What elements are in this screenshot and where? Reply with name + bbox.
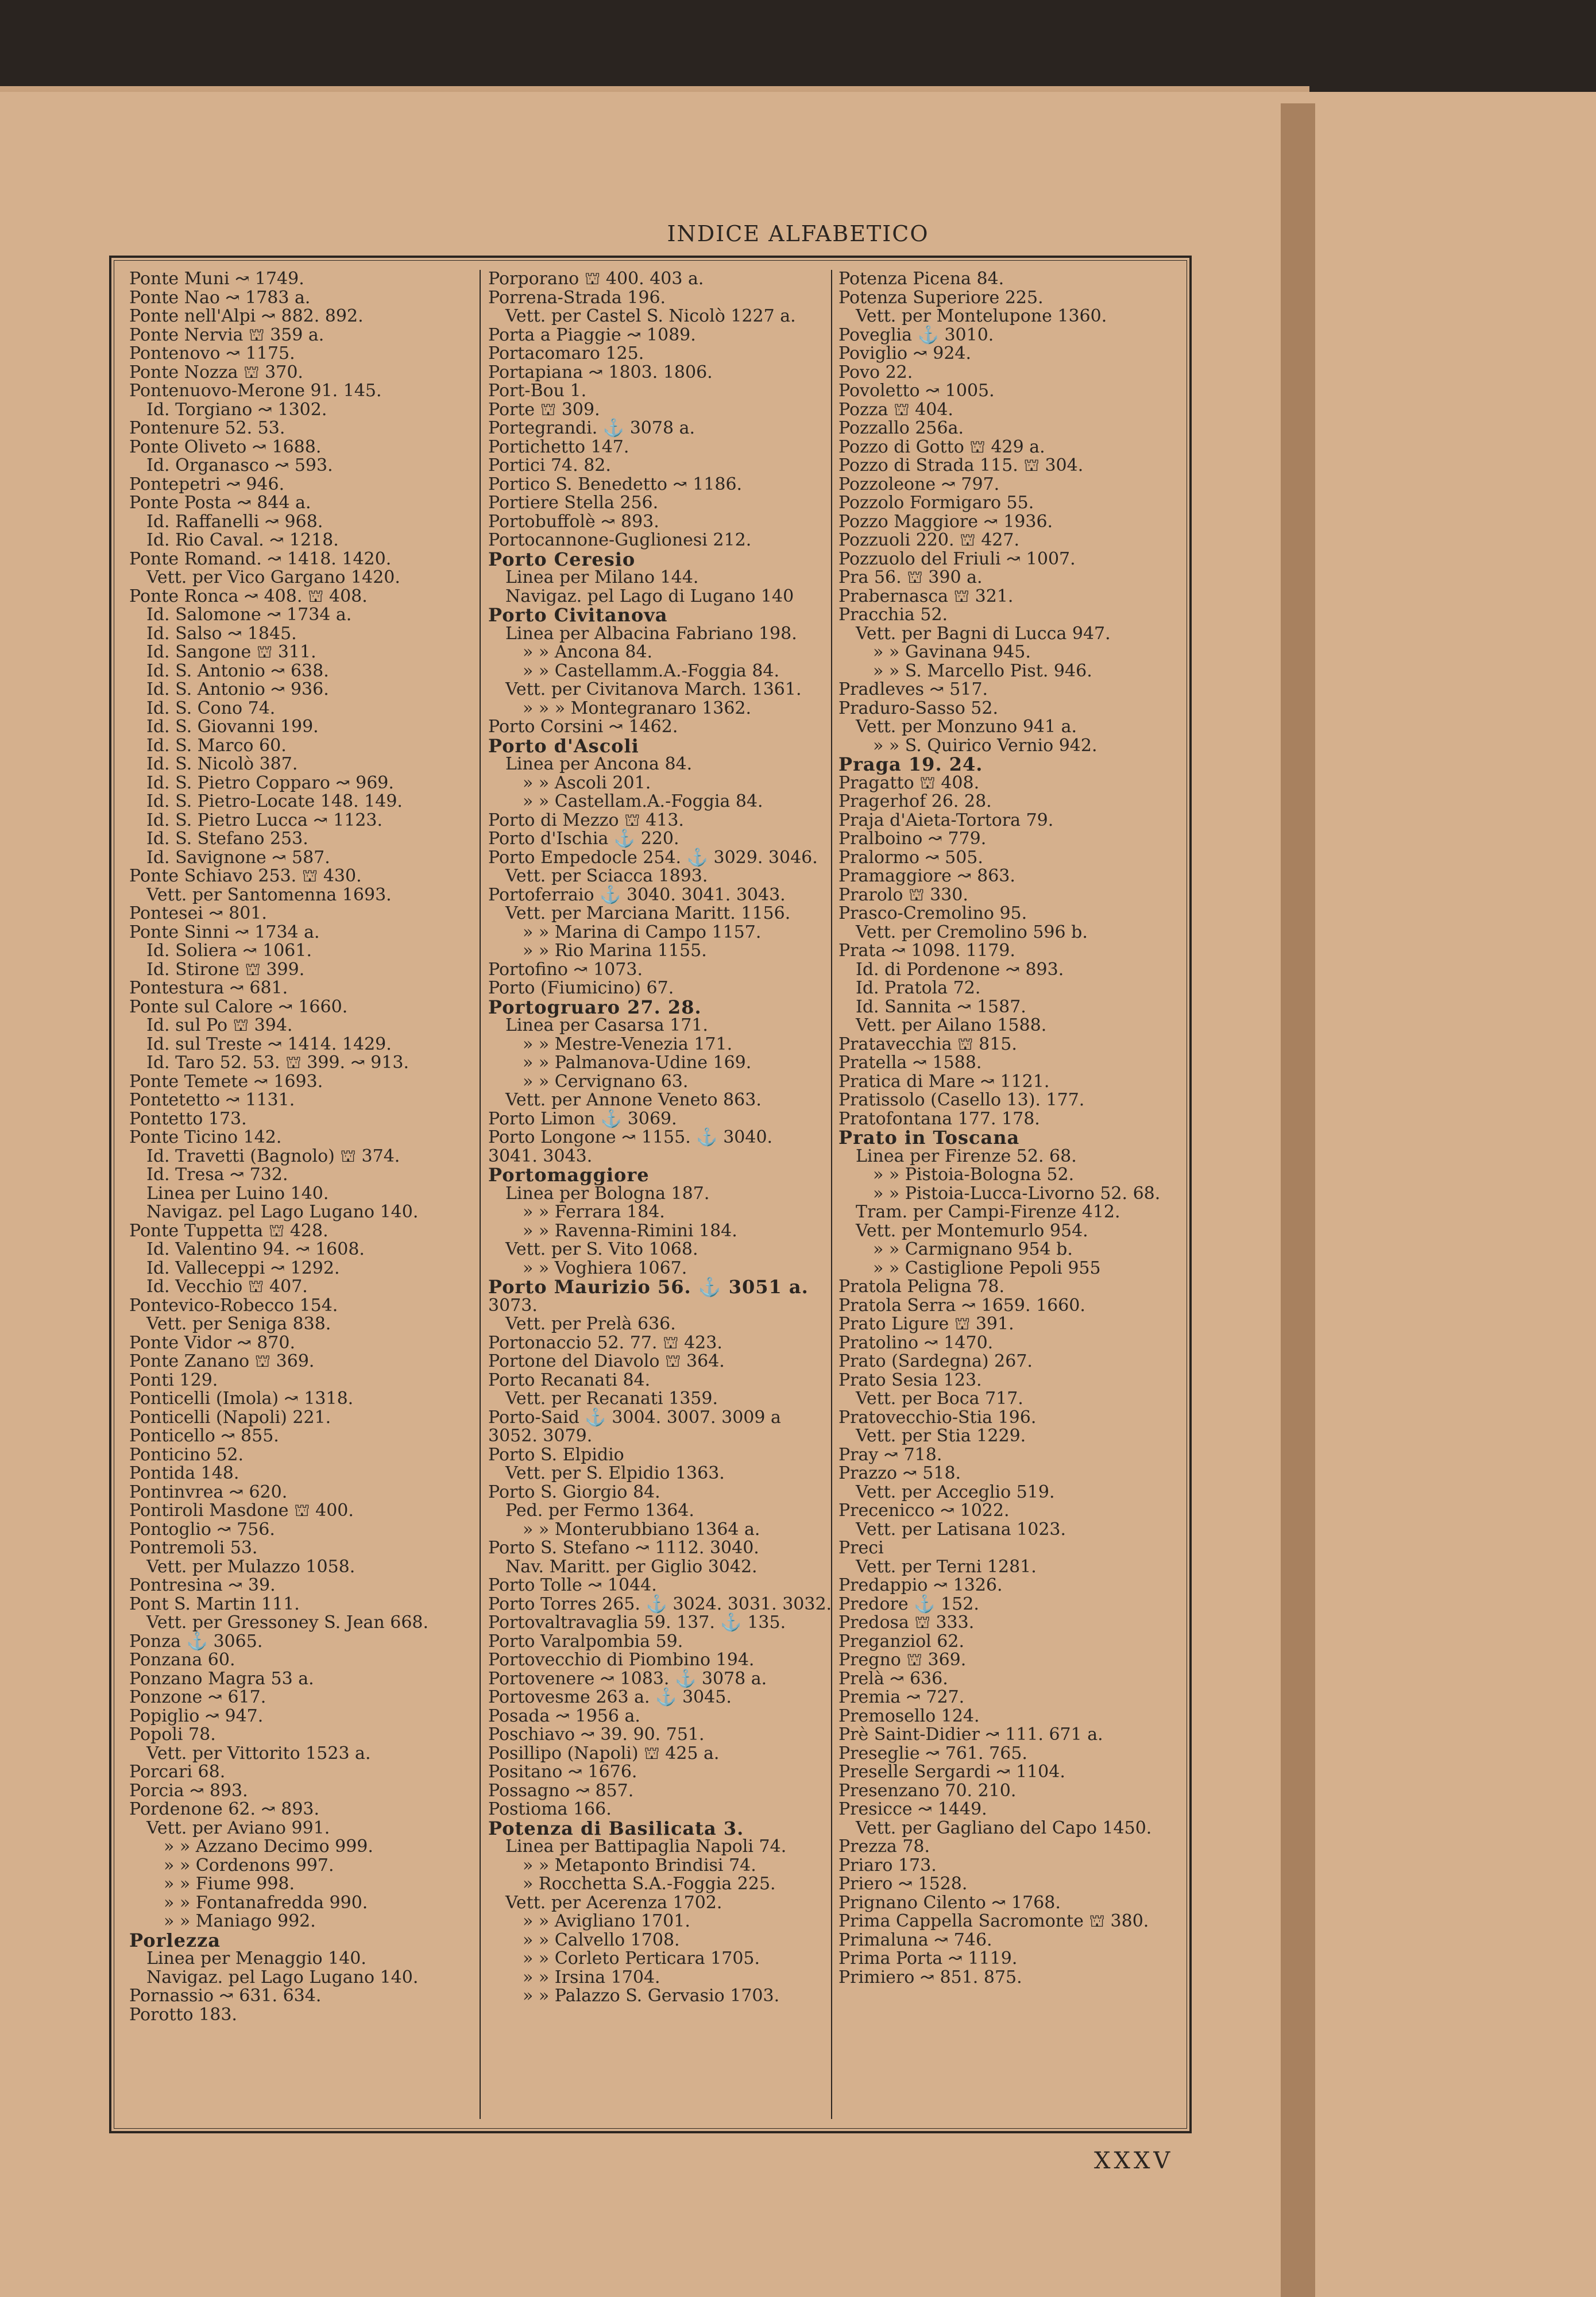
index-entry: Linea per Ancona 84. xyxy=(505,754,693,774)
index-entry: Pontesei ↝ 801. xyxy=(129,903,267,923)
index-entry: Id. sul Po ⛫ 394. xyxy=(146,1015,293,1035)
index-entry: Portone del Diavolo ⛫ 364. xyxy=(488,1351,725,1371)
index-entry: Pontetto 173. xyxy=(129,1108,247,1129)
index-entry: Linea per Milano 144. xyxy=(505,567,699,587)
index-entry: Id. Pratola 72. xyxy=(856,978,981,998)
index-entry: Praduro-Sasso 52. xyxy=(838,698,999,718)
index-entry: Pozza ⛫ 404. xyxy=(838,399,953,420)
index-entry: Ponzana 60. xyxy=(129,1650,235,1670)
index-entry: Predore ⚓ 152. xyxy=(838,1594,979,1614)
page-header: INDICE ALFABETICO xyxy=(667,221,929,246)
index-entry: Porto Varalpombia 59. xyxy=(488,1631,683,1652)
column-rule xyxy=(480,270,481,2119)
index-entry: Id. S. Antonio ↝ 638. xyxy=(146,660,329,681)
index-entry: Vett. per Gressoney S. Jean 668. xyxy=(146,1612,429,1633)
index-entry: Id. Travetti (Bagnolo) ⛫ 374. xyxy=(146,1146,400,1166)
index-entry: Id. S. Cono 74. xyxy=(146,698,276,718)
index-entry: Posillipo (Napoli) ⛫ 425 a. xyxy=(488,1743,720,1764)
index-entry: Id. Vecchio ⛫ 407. xyxy=(146,1277,308,1297)
index-entry: Pozzo di Gotto ⛫ 429 a. xyxy=(838,436,1045,457)
index-entry: Ponte Ronca ↝ 408. ⛫ 408. xyxy=(129,586,368,606)
index-entry: Id. S. Pietro Lucca ↝ 1123. xyxy=(146,810,383,830)
index-entry: » » Castiglione Pepoli 955 xyxy=(873,1258,1101,1278)
index-entry: Pralormo ↝ 505. xyxy=(838,847,983,868)
index-entry: Predosa ⛫ 333. xyxy=(838,1612,975,1633)
index-entry: Preganziol 62. xyxy=(838,1631,964,1652)
index-entry: Pozzuoli 220. ⛫ 427. xyxy=(838,530,1019,550)
index-entry: Linea per Firenze 52. 68. xyxy=(856,1146,1077,1166)
index-entry: Id. sul Treste ↝ 1414. 1429. xyxy=(146,1034,392,1054)
index-entry: Portoferraio ⚓ 3040. 3041. 3043. xyxy=(488,884,786,905)
index-entry: Premosello 124. xyxy=(838,1706,980,1726)
index-entry: Portico S. Benedetto ↝ 1186. xyxy=(488,474,743,494)
index-entry: Ponticelli (Imola) ↝ 1318. xyxy=(129,1389,354,1409)
index-entry: Porrena-Strada 196. xyxy=(488,287,666,308)
index-entry: Prarolo ⛫ 330. xyxy=(838,884,968,905)
index-entry: » » Rio Marina 1155. xyxy=(523,941,707,961)
index-entry: Pratissolo (Casello 13). 177. xyxy=(838,1090,1085,1110)
index-entry: Posada ↝ 1956 a. xyxy=(488,1706,640,1726)
index-entry: Id. S. Marco 60. xyxy=(146,735,287,756)
index-entry: Porto Empedocle 254. ⚓ 3029. 3046. xyxy=(488,847,818,868)
index-entry: Porto Torres 265. ⚓ 3024. 3031. 3032. xyxy=(488,1594,832,1614)
index-entry: Id. Rio Caval. ↝ 1218. xyxy=(146,530,339,550)
index-entry: 3073. xyxy=(488,1295,538,1316)
index-entry: Id. Taro 52. 53. ⛫ 399. ↝ 913. xyxy=(146,1053,409,1073)
index-entry: Priaro 173. xyxy=(838,1855,937,1876)
index-entry: Vett. per Montelupone 1360. xyxy=(856,306,1107,326)
index-entry: Povo 22. xyxy=(838,362,913,382)
index-entry: Pont S. Martin 111. xyxy=(129,1594,300,1614)
index-entry: Ponticello ↝ 855. xyxy=(129,1426,279,1446)
index-entry: Navigaz. pel Lago Lugano 140. xyxy=(146,1202,419,1222)
index-entry: Vett. per Marciana Maritt. 1156. xyxy=(505,903,791,923)
index-entry: Id. S. Nicolò 387. xyxy=(146,754,298,774)
index-entry: Pontinvrea ↝ 620. xyxy=(129,1482,288,1502)
index-entry: Povoletto ↝ 1005. xyxy=(838,381,995,401)
index-entry: » » S. Marcello Pist. 946. xyxy=(873,660,1092,681)
index-entry: Portegrandi. ⚓ 3078 a. xyxy=(488,418,695,438)
index-entry: Vett. per S. Elpidio 1363. xyxy=(505,1463,725,1483)
index-entry: Portapiana ↝ 1803. 1806. xyxy=(488,362,713,382)
index-entry: Porto S. Giorgio 84. xyxy=(488,1482,660,1502)
index-entry: » » Pistoia-Bologna 52. xyxy=(873,1165,1075,1185)
index-entry: Premia ↝ 727. xyxy=(838,1687,965,1707)
index-entry: » » » Montegranaro 1362. xyxy=(523,698,752,718)
index-entry: Vett. per Latisana 1023. xyxy=(856,1519,1066,1540)
index-entry: Vett. per Castel S. Nicolò 1227 a. xyxy=(505,306,796,326)
index-entry: Porto Maurizio 56. ⚓ 3051 a. xyxy=(488,1276,809,1298)
index-entry: Ponte Temete ↝ 1693. xyxy=(129,1071,323,1092)
index-entry: Id. Organasco ↝ 593. xyxy=(146,455,333,475)
index-entry: Potenza Picena 84. xyxy=(838,269,1004,289)
index-entry: Ponza ⚓ 3065. xyxy=(129,1631,263,1652)
index-entry: Id. Raffanelli ↝ 968. xyxy=(146,511,323,532)
index-entry: Porto d'Ascoli xyxy=(488,734,639,757)
index-entry: Positano ↝ 1676. xyxy=(488,1762,637,1782)
index-entry: 3052. 3079. xyxy=(488,1426,593,1446)
index-entry: » » Ancona 84. xyxy=(523,642,653,662)
index-entry: Ponte Posta ↝ 844 a. xyxy=(129,493,311,513)
index-entry: Presenzano 70. 210. xyxy=(838,1780,1017,1801)
index-entry: Preci xyxy=(838,1538,884,1558)
index-entry: Pralboino ↝ 779. xyxy=(838,829,987,849)
index-entry: Popoli 78. xyxy=(129,1724,216,1745)
index-entry: Pratolino ↝ 1470. xyxy=(838,1332,994,1353)
index-entry: Linea per Casarsa 171. xyxy=(505,1015,708,1035)
index-entry: » » Marina di Campo 1157. xyxy=(523,922,762,942)
index-entry: Primiero ↝ 851. 875. xyxy=(838,1967,1022,1987)
index-entry: Porotto 183. xyxy=(129,2004,237,2025)
index-entry: Pozzo di Strada 115. ⛫ 304. xyxy=(838,455,1084,475)
index-entry: Porto S. Stefano ↝ 1112. 3040. xyxy=(488,1538,759,1558)
index-entry: Ponte Vidor ↝ 870. xyxy=(129,1332,296,1353)
index-entry: » » Azzano Decimo 999. xyxy=(164,1836,373,1857)
index-entry: Portonaccio 52. 77. ⛫ 423. xyxy=(488,1332,722,1353)
index-entry: Portovesme 263 a. ⚓ 3045. xyxy=(488,1687,732,1707)
index-entry: Pregno ⛫ 369. xyxy=(838,1650,967,1670)
index-entry: Porto Tolle ↝ 1044. xyxy=(488,1575,657,1595)
index-entry: Navigaz. pel Lago Lugano 140. xyxy=(146,1967,419,1987)
index-entry: Vett. per Acerenza 1702. xyxy=(505,1892,722,1913)
index-entry: Prè Saint-Didier ↝ 111. 671 a. xyxy=(838,1724,1103,1745)
index-entry: Portofino ↝ 1073. xyxy=(488,959,643,980)
index-entry: Ped. per Fermo 1364. xyxy=(505,1501,694,1521)
index-entry: 3041. 3043. xyxy=(488,1146,593,1166)
index-entry: » Rocchetta S.A.-Foggia 225. xyxy=(523,1874,776,1894)
index-entry: Presicce ↝ 1449. xyxy=(838,1799,987,1819)
index-entry: Primaluna ↝ 746. xyxy=(838,1929,992,1950)
index-entry: Ponte Romand. ↝ 1418. 1420. xyxy=(129,548,392,569)
index-entry: Popiglio ↝ 947. xyxy=(129,1706,264,1726)
index-entry: Ponte Muni ↝ 1749. xyxy=(129,269,304,289)
index-entry: Portovenere ↝ 1083. ⚓ 3078 a. xyxy=(488,1668,767,1689)
index-entry: Pratica di Mare ↝ 1121. xyxy=(838,1071,1050,1092)
index-entry: Porto Recanati 84. xyxy=(488,1370,651,1390)
index-entry: Pratavecchia ⛫ 815. xyxy=(838,1034,1017,1054)
index-entry: Id. Salso ↝ 1845. xyxy=(146,623,297,644)
index-entry: » » Calvello 1708. xyxy=(523,1929,680,1950)
index-entry: Vett. per Vittorito 1523 a. xyxy=(146,1743,371,1764)
index-entry: Prima Cappella Sacromonte ⛫ 380. xyxy=(838,1911,1149,1931)
index-entry: Vett. per Boca 717. xyxy=(856,1389,1023,1409)
index-entry: Vett. per Civitanova March. 1361. xyxy=(505,679,802,699)
index-entry: » » Corleto Perticara 1705. xyxy=(523,1948,760,1969)
index-entry: » » Maniago 992. xyxy=(164,1911,316,1931)
index-entry: Pontevico-Robecco 154. xyxy=(129,1295,338,1316)
index-entry: Nav. Maritt. per Giglio 3042. xyxy=(505,1556,758,1577)
index-entry: Pozzallo 256a. xyxy=(838,418,964,438)
index-entry: Potenza di Basilicata 3. xyxy=(488,1817,744,1839)
index-entry: Portogruaro 27. 28. xyxy=(488,996,702,1018)
index-entry: Potenza Superiore 225. xyxy=(838,287,1044,308)
index-entry: Ponticino 52. xyxy=(129,1444,244,1465)
index-entry: Pontenovo ↝ 1175. xyxy=(129,343,295,364)
index-entry: Ponte Sinni ↝ 1734 a. xyxy=(129,922,320,942)
index-entry: Ponte Schiavo 253. ⛫ 430. xyxy=(129,866,362,886)
index-entry: Tram. per Campi-Firenze 412. xyxy=(856,1202,1120,1222)
index-entry: Portocannone-Guglionesi 212. xyxy=(488,530,752,550)
index-entry: Ponte sul Calore ↝ 1660. xyxy=(129,996,348,1017)
index-entry: Porcia ↝ 893. xyxy=(129,1780,248,1801)
index-entry: Port-Bou 1. xyxy=(488,381,587,401)
index-entry: Praga 19. 24. xyxy=(838,753,983,775)
index-entry: Pontepetri ↝ 946. xyxy=(129,474,285,494)
index-entry: Pontoglio ↝ 756. xyxy=(129,1519,275,1540)
index-entry: Navigaz. pel Lago di Lugano 140 xyxy=(505,586,794,606)
index-entry: Vett. per Terni 1281. xyxy=(856,1556,1037,1577)
index-entry: Ponticelli (Napoli) 221. xyxy=(129,1407,331,1428)
index-entry: Pontenure 52. 53. xyxy=(129,418,285,438)
index-entry: Pratella ↝ 1588. xyxy=(838,1053,982,1073)
index-entry: Portacomaro 125. xyxy=(488,343,644,364)
index-entry: Porto Longone ↝ 1155. ⚓ 3040. xyxy=(488,1127,773,1147)
index-entry: Ponte nell'Alpi ↝ 882. 892. xyxy=(129,306,364,326)
index-column-1 xyxy=(129,270,474,2024)
index-entry: » » Carmignano 954 b. xyxy=(873,1239,1073,1259)
index-entry: Praja d'Aieta-Tortora 79. xyxy=(838,810,1054,830)
index-entry: Priero ↝ 1528. xyxy=(838,1874,968,1894)
index-entry: Ponte Oliveto ↝ 1688. xyxy=(129,436,322,457)
index-entry: Preseglie ↝ 761. 765. xyxy=(838,1743,1027,1764)
index-entry: Porto Civitanova xyxy=(488,604,668,626)
index-entry: Pra 56. ⛫ 390 a. xyxy=(838,567,983,587)
index-entry: » » Fontanafredda 990. xyxy=(164,1892,368,1913)
index-entry: Pontestura ↝ 681. xyxy=(129,978,288,998)
index-entry: Pratofontana 177. 178. xyxy=(838,1108,1040,1129)
index-entry: Id. S. Pietro-Locate 148. 149. xyxy=(146,791,403,811)
index-entry: Pradleves ↝ 517. xyxy=(838,679,988,699)
index-entry: Linea per Menaggio 140. xyxy=(146,1948,366,1969)
index-entry: Vett. per Recanati 1359. xyxy=(505,1389,718,1409)
index-entry: Porto di Mezzo ⛫ 413. xyxy=(488,810,684,830)
index-entry: Pontida 148. xyxy=(129,1463,239,1483)
index-entry: » » Gavinana 945. xyxy=(873,642,1031,662)
index-entry: Porto Corsini ↝ 1462. xyxy=(488,717,678,737)
index-entry: Pozzuolo del Friuli ↝ 1007. xyxy=(838,548,1076,569)
index-entry: Ponzano Magra 53 a. xyxy=(129,1668,314,1689)
index-entry: Porcari 68. xyxy=(129,1762,226,1782)
index-entry: Prezza 78. xyxy=(838,1836,930,1857)
index-entry: » » Fiume 998. xyxy=(164,1874,295,1894)
index-entry: Id. Valentino 94. ↝ 1608. xyxy=(146,1239,365,1259)
index-entry: Vett. per Vico Gargano 1420. xyxy=(146,567,400,587)
index-entry: Ponte Zanano ⛫ 369. xyxy=(129,1351,315,1371)
index-entry: Prata ↝ 1098. 1179. xyxy=(838,941,1015,961)
index-entry: » » Ascoli 201. xyxy=(523,772,651,793)
index-entry: » » Metaponto Brindisi 74. xyxy=(523,1855,756,1876)
index-entry: Vett. per Santomenna 1693. xyxy=(146,884,392,905)
index-entry: Id. Sangone ⛫ 311. xyxy=(146,642,316,662)
index-entry: Porto d'Ischia ⚓ 220. xyxy=(488,829,679,849)
index-entry: Porto-Said ⚓ 3004. 3007. 3009 a xyxy=(488,1407,781,1428)
index-entry: Vett. per Mulazzo 1058. xyxy=(146,1556,355,1577)
index-entry: Ponzone ↝ 617. xyxy=(129,1687,266,1707)
index-entry: Porto Ceresio xyxy=(488,548,636,570)
book-side-edge xyxy=(1281,103,1315,2297)
index-entry: Id. Torgiano ↝ 1302. xyxy=(146,399,327,420)
index-entry: Id. S. Antonio ↝ 936. xyxy=(146,679,329,699)
index-entry: Predappio ↝ 1326. xyxy=(838,1575,1003,1595)
index-entry: Porlezza xyxy=(129,1929,221,1951)
index-entry: Porto S. Elpidio xyxy=(488,1444,624,1465)
index-entry: Linea per Bologna 187. xyxy=(505,1183,710,1204)
index-entry: Vett. per Acceglio 519. xyxy=(856,1482,1055,1502)
index-entry: Vett. per Sciacca 1893. xyxy=(505,866,708,886)
index-entry: Pracchia 52. xyxy=(838,605,948,625)
index-entry: Id. S. Stefano 253. xyxy=(146,829,308,849)
index-entry: Pozzo Maggiore ↝ 1936. xyxy=(838,511,1053,532)
index-entry: » » Avigliano 1701. xyxy=(523,1911,690,1931)
index-entry: Prasco-Cremolino 95. xyxy=(838,903,1027,923)
index-entry: Linea per Battipaglia Napoli 74. xyxy=(505,1836,787,1857)
index-entry: Id. Sannita ↝ 1587. xyxy=(856,996,1026,1017)
index-entry: Id. di Pordenone ↝ 893. xyxy=(856,959,1064,980)
index-entry: Id. Savignone ↝ 587. xyxy=(146,847,330,868)
index-entry: Id. Soliera ↝ 1061. xyxy=(146,941,312,961)
page-number: XXXV xyxy=(1094,2148,1174,2174)
index-entry: Prignano Cilento ↝ 1768. xyxy=(838,1892,1061,1913)
index-entry: Pozzoleone ↝ 797. xyxy=(838,474,1000,494)
index-entry: Vett. per Seniga 838. xyxy=(146,1314,331,1334)
index-entry: Pratola Serra ↝ 1659. 1660. xyxy=(838,1295,1085,1316)
index-entry: Pray ↝ 718. xyxy=(838,1444,942,1465)
index-entry: Poveglia ⚓ 3010. xyxy=(838,324,994,345)
index-entry: Possagno ↝ 857. xyxy=(488,1780,634,1801)
index-entry: Prima Porta ↝ 1119. xyxy=(838,1948,1018,1969)
index-entry: » » S. Quirico Vernio 942. xyxy=(873,735,1098,756)
index-entry: Vett. per Annone Veneto 863. xyxy=(505,1090,762,1110)
index-entry: Portobuffolè ↝ 893. xyxy=(488,511,659,532)
index-entry: Vett. per Prelà 636. xyxy=(505,1314,676,1334)
index-entry: » » Cervignano 63. xyxy=(523,1071,689,1092)
index-entry: Portici 74. 82. xyxy=(488,455,611,475)
index-entry: Linea per Luino 140. xyxy=(146,1183,329,1204)
index-entry: Portovaltravaglia 59. 137. ⚓ 135. xyxy=(488,1612,786,1633)
index-entry: Poschiavo ↝ 39. 90. 751. xyxy=(488,1724,705,1745)
index-entry: Id. S. Giovanni 199. xyxy=(146,717,319,737)
index-entry: Vett. per Cremolino 596 b. xyxy=(856,922,1088,942)
index-entry: Portovecchio di Piombino 194. xyxy=(488,1650,755,1670)
index-entry: Ponte Ticino 142. xyxy=(129,1127,282,1147)
index-entry: Preselle Sergardi ↝ 1104. xyxy=(838,1762,1065,1782)
index-entry: Pontiroli Masdone ⛫ 400. xyxy=(129,1501,354,1521)
index-entry: Id. Stirone ⛫ 399. xyxy=(146,959,305,980)
index-entry: Vett. per Montemurlo 954. xyxy=(856,1220,1088,1241)
index-entry: Pratola Peligna 78. xyxy=(838,1277,1004,1297)
index-entry: Portomaggiore xyxy=(488,1164,650,1186)
index-entry: Pontresina ↝ 39. xyxy=(129,1575,276,1595)
index-entry: Linea per Albacina Fabriano 198. xyxy=(505,623,797,644)
index-entry: Vett. per Monzuno 941 a. xyxy=(856,717,1077,737)
index-entry: » » Palazzo S. Gervasio 1703. xyxy=(523,1986,780,2006)
index-entry: Id. Valleceppi ↝ 1292. xyxy=(146,1258,340,1278)
index-entry: Prato in Toscana xyxy=(838,1127,1020,1148)
index-entry: » » Voghiera 1067. xyxy=(523,1258,687,1278)
index-entry: Poviglio ↝ 924. xyxy=(838,343,972,364)
index-column-3 xyxy=(838,270,1183,1987)
index-column-2 xyxy=(488,270,833,2006)
index-entry: » » Castellamm.A.-Foggia 84. xyxy=(523,660,780,681)
index-entry: Portichetto 147. xyxy=(488,436,629,457)
index-entry: Prabernasca ⛫ 321. xyxy=(838,586,1014,606)
index-entry: » » Palmanova-Udine 169. xyxy=(523,1053,752,1073)
index-entry: Vett. per Bagni di Lucca 947. xyxy=(856,623,1111,644)
index-entry: Pontenuovo-Merone 91. 145. xyxy=(129,381,382,401)
index-entry: Precenicco ↝ 1022. xyxy=(838,1501,1010,1521)
index-entry: Porte ⛫ 309. xyxy=(488,399,600,420)
index-entry: Ponte Nao ↝ 1783 a. xyxy=(129,287,311,308)
index-entry: Prato Ligure ⛫ 391. xyxy=(838,1314,1014,1334)
index-entry: Pragerhof 26. 28. xyxy=(838,791,992,811)
index-entry: Id. Salomone ↝ 1734 a. xyxy=(146,605,352,625)
index-entry: Pordenone 62. ↝ 893. xyxy=(129,1799,320,1819)
index-entry: Vett. per S. Vito 1068. xyxy=(505,1239,698,1259)
index-entry: » » Ferrara 184. xyxy=(523,1202,665,1222)
index-entry: Portiere Stella 256. xyxy=(488,493,659,513)
index-entry: Prato Sesia 123. xyxy=(838,1370,982,1390)
index-entry: Pornassio ↝ 631. 634. xyxy=(129,1986,322,2006)
index-entry: » » Ravenna-Rimini 184. xyxy=(523,1220,737,1241)
index-entry: Pramaggiore ↝ 863. xyxy=(838,866,1015,886)
index-entry: Prato (Sardegna) 267. xyxy=(838,1351,1033,1371)
index-entry: Porporano ⛫ 400. 403 a. xyxy=(488,269,704,289)
index-entry: Id. S. Pietro Copparo ↝ 969. xyxy=(146,772,394,793)
index-entry: Vett. per Aviano 991. xyxy=(146,1818,330,1838)
index-entry: Vett. per Stia 1229. xyxy=(856,1426,1026,1446)
index-entry: Pratovecchio-Stia 196. xyxy=(838,1407,1037,1428)
index-entry: Porta a Piaggie ↝ 1089. xyxy=(488,324,696,345)
index-entry: Pontremoli 53. xyxy=(129,1538,258,1558)
index-entry: » » Irsina 1704. xyxy=(523,1967,660,1987)
index-entry: Prazzo ↝ 518. xyxy=(838,1463,961,1483)
index-entry: Id. Tresa ↝ 732. xyxy=(146,1165,288,1185)
index-entry: Ponte Nozza ⛫ 370. xyxy=(129,362,303,382)
index-entry: Pragatto ⛫ 408. xyxy=(838,772,980,793)
index-entry: » » Mestre-Venezia 171. xyxy=(523,1034,733,1054)
index-entry: Ponte Nervia ⛫ 359 a. xyxy=(129,324,324,345)
index-entry: Postioma 166. xyxy=(488,1799,612,1819)
index-entry: » » Monterubbiano 1364 a. xyxy=(523,1519,760,1540)
index-entry: Ponti 129. xyxy=(129,1370,218,1390)
index-entry: Porto Limon ⚓ 3069. xyxy=(488,1108,677,1129)
index-entry: Pozzolo Formigaro 55. xyxy=(838,493,1034,513)
index-entry: Ponte Tuppetta ⛫ 428. xyxy=(129,1220,329,1241)
index-entry: Pontetetto ↝ 1131. xyxy=(129,1090,295,1110)
index-entry: » » Castellam.A.-Foggia 84. xyxy=(523,791,763,811)
index-entry: » » Pistoia-Lucca-Livorno 52. 68. xyxy=(873,1183,1161,1204)
index-entry: Vett. per Gagliano del Capo 1450. xyxy=(856,1818,1152,1838)
index-entry: » » Cordenons 997. xyxy=(164,1855,334,1876)
index-entry: Vett. per Ailano 1588. xyxy=(856,1015,1047,1035)
index-entry: Prelà ↝ 636. xyxy=(838,1668,948,1689)
index-entry: Porto (Fiumicino) 67. xyxy=(488,978,674,998)
